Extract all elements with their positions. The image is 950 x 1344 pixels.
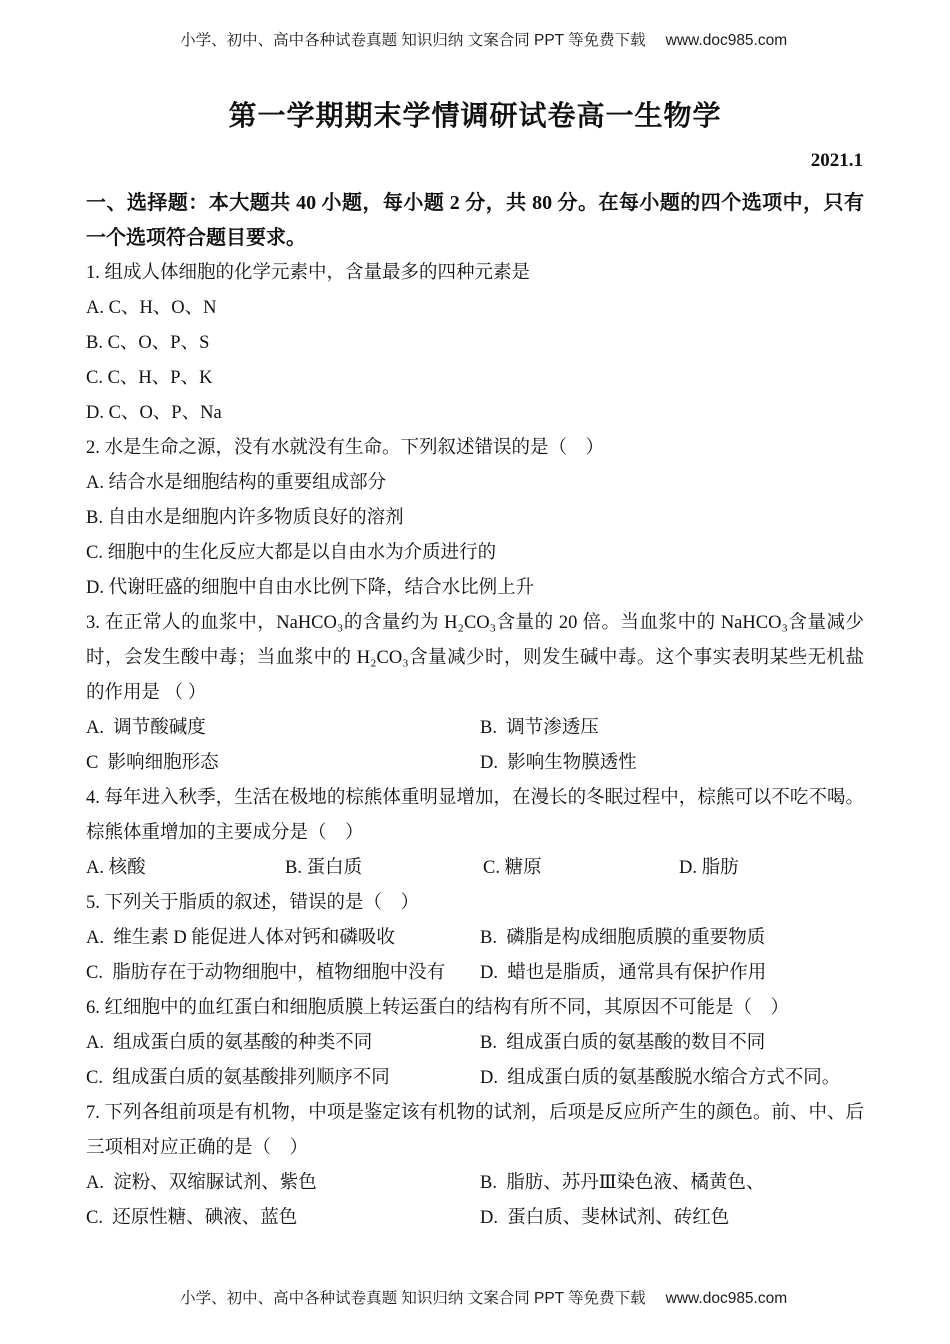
question-options [86,711,864,781]
option-b: B. 蛋白质 [285,858,363,878]
option-a: A. 核酸 [86,858,146,878]
option-b: B. 磷脂是构成细胞质膜的重要物质 [480,928,766,948]
question-options [86,291,864,431]
footer-site-url: www.doc985.com [665,1290,788,1307]
question-2 [86,431,864,606]
question-stem: 7. 下列各组前项是有机物，中项是鉴定该有机物的试剂，后项是反应所产生的颜色。前、中、后三项相对应正确的是（ ） [86,1103,864,1158]
page-header-watermark [0,10,950,68]
option-b: B. 调节渗透压 [480,718,599,738]
option-a: A. 结合水是细胞结构的重要组成部分 [86,473,387,493]
question-stem: 3. 在正常人的血浆中，NaHCO₃的含量约为 H₂CO₃含量的 20 倍。当血浆中的 NaHCO₃含量减少时，会发生酸中毒；当血浆中的 H₂CO₃含量减少时，则发生碱中毒。这个事实表明某些无机盐的作用是 （ ） [86,613,864,703]
option-a: A. 调节酸碱度 [86,718,206,738]
option-a: A. 淀粉、双缩脲试剂、紫色 [86,1173,317,1193]
question-4 [86,781,864,886]
exam-date: 2021.1 [810,150,863,171]
option-c: C. C、H、P、K [86,368,213,388]
option-d: D. 蛋白质、斐林试剂、砖红色 [480,1208,730,1228]
option-b: B. 自由水是细胞内许多物质良好的溶剂 [86,508,404,528]
option-a: A. 组成蛋白质的氨基酸的种类不同 [86,1033,373,1053]
option-d: D. 影响生物膜透性 [480,753,637,773]
option-c: C. 组成蛋白质的氨基酸排列顺序不同 [86,1068,390,1088]
question-options [86,851,864,886]
option-d: D. C、O、P、Na [86,403,222,423]
question-3 [86,606,864,781]
question-stem: 5. 下列关于脂质的叙述，错误的是（ ） [86,893,420,913]
question-options [86,921,864,991]
page-footer-watermark [0,1268,950,1326]
question-options [86,1026,864,1096]
option-d: D. 蜡也是脂质，通常具有保护作用 [480,963,767,983]
question-options [86,1166,864,1236]
question-options [86,466,864,606]
question-stem: 2. 水是生命之源，没有水就没有生命。下列叙述错误的是（ ） [86,438,605,458]
question-6 [86,991,864,1096]
header-text: 小学、初中、高中各种试卷真题 知识归纳 文案合同 PPT 等免费下载 [180,32,646,49]
question-stem: 1. 组成人体细胞的化学元素中，含量最多的四种元素是 [86,263,531,283]
option-c: C. 细胞中的生化反应大都是以自由水为介质进行的 [86,543,497,563]
option-d: D. 组成蛋白质的氨基酸脱水缩合方式不同。 [480,1068,841,1088]
option-b: B. C、O、P、S [86,333,210,353]
question-7 [86,1096,864,1236]
exam-title: 第一学期期末学情调研试卷高一生物学 [228,101,722,132]
section-heading: 一、选择题：本大题共 40 小题，每小题 2 分，共 80 分。在每小题的四个选项中，只有一个选项符合题目要求。 [86,192,864,249]
question-5 [86,886,864,991]
option-c: C 影响细胞形态 [86,753,219,773]
option-a: A. 维生素 D 能促进人体对钙和磷吸收 [86,928,395,948]
option-c: C. 糖原 [483,858,542,878]
question-stem: 6. 红细胞中的血红蛋白和细胞质膜上转运蛋白的结构有所不同，其原因不可能是（ ） [86,998,790,1018]
option-c: C. 还原性糖、碘液、蓝色 [86,1208,298,1228]
footer-text: 小学、初中、高中各种试卷真题 知识归纳 文案合同 PPT 等免费下载 [180,1290,646,1307]
option-b: B. 组成蛋白质的氨基酸的数目不同 [480,1033,766,1053]
exam-body [86,186,864,1236]
header-site-url: www.doc985.com [665,32,788,49]
question-stem: 4. 每年进入秋季，生活在极地的棕熊体重明显增加，在漫长的冬眠过程中，棕熊可以不吃不喝。棕熊体重增加的主要成分是（ ） [86,788,864,843]
option-d: D. 脂肪 [679,858,739,878]
option-a: A. C、H、O、N [86,298,217,318]
option-c: C. 脂肪存在于动物细胞中，植物细胞中没有 [86,963,446,983]
question-1 [86,256,864,431]
option-d: D. 代谢旺盛的细胞中自由水比例下降，结合水比例上升 [86,578,535,598]
option-b: B. 脂肪、苏丹Ⅲ染色液、橘黄色、 [480,1173,765,1193]
